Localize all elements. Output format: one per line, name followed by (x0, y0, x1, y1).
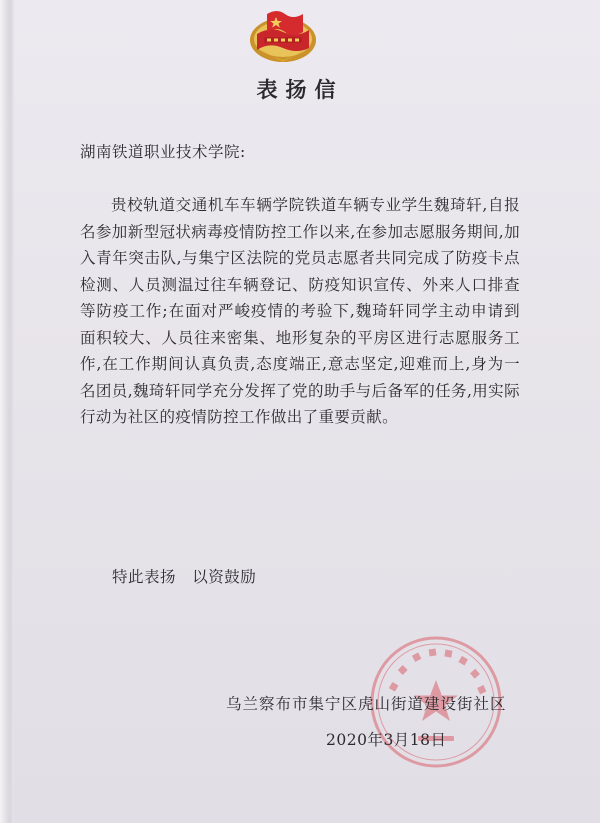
salutation: 湖南铁道职业技术学院: (80, 143, 246, 161)
youth-league-badge-icon (247, 4, 319, 66)
letter-body: 贵校轨道交通机车车辆学院铁道车辆专业学生魏琦轩,自报名参加新型冠状病毒疫情防控工作以来,在参加志愿服务期间,加入青年突击队,与集宁区法院的党员志愿者共同完成了防疫卡点检测、人员测温过往车辆登记、防疫知识宣传、外来人口排查等防疫工作;在面对严峻疫情的考验下,魏琦轩同学主动申请到面积较大、人员往来密集、地形复杂的平房区进行志愿服务工作,在工作期间认真负责,态度端正,意志坚定,迎难而上,身为一名团员,魏琦轩同学充分发挥了党的助手与后备军的任务,用实际行动为社区的疫情防控工作做出了重要贡献。 (80, 196, 520, 426)
issuing-organization: 乌兰察布市集宁区虎山街道建设街社区 (226, 695, 507, 713)
closing-line: 特此表扬 以资鼓励 (112, 568, 257, 586)
letter-title: 表扬信 (256, 78, 344, 102)
issue-date: 2020年3月18日 (326, 731, 447, 749)
